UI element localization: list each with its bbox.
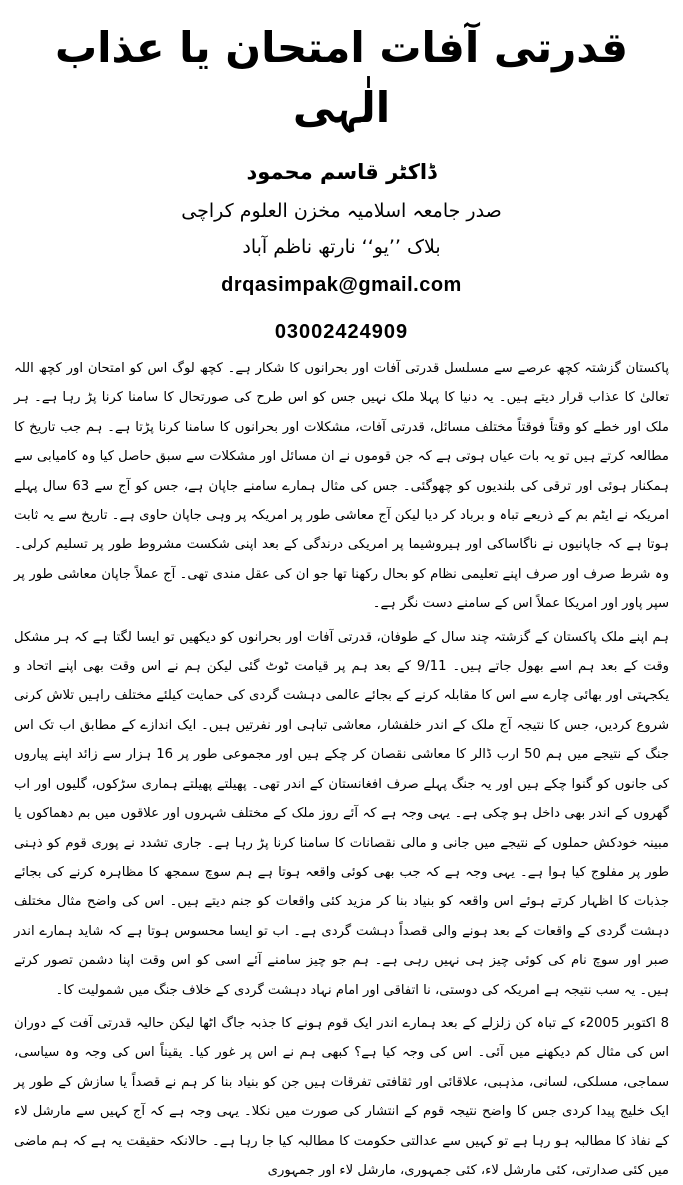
author-address: بلاک ’’یو‘‘ نارتھ ناظم آباد — [242, 236, 441, 258]
author-name: ڈاکٹر قاسم محمود — [246, 160, 437, 184]
author-phone: 03002424909 — [274, 321, 409, 343]
article-title: قدرتی آفات امتحان یا عذاب الٰہی — [54, 23, 629, 132]
article-body — [14, 354, 669, 1185]
paragraph-2: ہم اپنے ملک پاکستان کے گزشتہ چند سال کے طوفان، قدرتی آفات اور بحرانوں کو دیکھیں تو ایسا لگتا ہے کہ ہر مشکل وقت کے بعد ہم اسے بھول جاتے ہیں۔ 9/11 کے بعد ہم پر قیامت ٹوٹ گئی لیکن ہم نے اس وقت بھی اپنے اتحاد و یکجہتی اور بھائی چارے سے اس کا مقابلہ کرنے کے بجائے عالمی دہشت گردی کی حمایت کیلئے مختلف راہیں تلاش کرنی شروع کردیں، جس کا نتیجہ آج ملک کے اندر خلفشار، معاشی تباہی اور نفرتیں ہیں۔ ایک اندازے کے مطابق اب تک اس جنگ کے نتیجے میں ہم 50 ارب ڈالر کا معاشی نقصان کر چکے ہیں اور مجموعی طور پر 16 ہزار سے زائد اپنے پیاروں کی جانوں کو گنوا چکے ہیں اور یہ جنگ پہلے صرف افغانستان کے اندر تھی۔ پھیلتے پھیلتے ہماری سڑکوں، گلیوں اور اب گھروں کے اندر بھی داخل ہو چکی ہے۔ یہی وجہ ہے کہ آئے روز ملک کے مختلف شہروں اور علاقوں میں بم دھماکوں یا مبینہ خودکش حملوں کے نتیجے میں جانی و مالی نقصانات کا سامنا کرنا پڑ رہا ہے۔ جاری تشدد نے پوری قوم کو ذہنی طور پر مفلوج کیا ہوا ہے۔ یہی وجہ ہے کہ جب بھی کوئی واقعہ ہوتا ہے ہم سوچ سمجھ کا مظاہرہ کرنے کی بجائے جذبات کا اظہار کرتے ہوئے اس واقعہ کو بنیاد بنا کر مزید کئی واقعات کو جنم دیتے ہیں۔ اس کی واضح مثال مختلف دہشت گردی کے واقعات کے بعد ہونے والی قصداً دہشت گردی ہے۔ اب تو ایسا محسوس ہوتا ہے کہ شاید ہمارے اندر صبر اور سوچ نام کی کوئی چیز ہی نہیں رہی ہے۔ ہم جو چیز سامنے آئے اسی کو اس وقت اپنا دشمن تصور کرتے ہیں۔ یہ سب نتیجہ ہے امریکہ کی دوستی، نا اتفاقی اور امام نہاد دہشت گردی کے خلاف جنگ میں شمولیت کا۔ — [14, 629, 670, 998]
author-affiliation: صدر جامعہ اسلامیہ مخزن العلوم کراچی — [181, 200, 502, 222]
author-email: drqasimpak@gmail.com — [221, 274, 462, 296]
paragraph-1: پاکستان گزشتہ کچھ عرصے سے مسلسل قدرتی آفات اور بحرانوں کا شکار ہے۔ کچھ لوگ اس کو امتحان اور کچھ اللہ تعالیٰ کا عذاب قرار دیتے ہیں۔ یہ دنیا کا پہلا ملک نہیں جس کو اس طرح کی صورتحال کا سامنا کرنا پڑ رہا ہے۔ ہر ملک اور خطے کو وقتاً فوقتاً مختلف مسائل، قدرتی آفات، مشکلات اور بحرانوں کا سامنا کرنا پڑتا ہے۔ ہم جب تاریخ کا مطالعہ کرتے ہیں تو یہ بات عیاں ہوتی ہے کہ جن قوموں نے ان مسائل اور مشکلات سے سبق حاصل کیا وہ کامیابی سے ہمکنار ہوئی اور ترقی کی بلندیوں کو چھوگئی۔ جس کی مثال ہمارے سامنے جاپان ہے، جس کو آج سے 63 سال پہلے امریکہ نے ایٹم بم کے ذریعے تباہ و برباد کر دیا لیکن آج معاشی طور پر امریکہ پر وہی جاپان حاوی ہے۔ تاریخ سے یہ ثابت ہوتا ہے کہ جاپانیوں نے ناگاساکی اور ہیروشیما پر امریکی درندگی کے بعد اپنی شکست مشروط طور پر تسلیم کرلی۔ وہ شرط صرف اور صرف اپنے تعلیمی نظام کو بحال رکھنا تھا جو ان کی عقل مندی تھی۔ آج عملاً جاپان معاشی طور پر سپر پاور اور امریکا عملاً اس کے سامنے دست نگر ہے۔ — [14, 361, 669, 612]
paragraph-3: 8 اکتوبر 2005ء کے تباہ کن زلزلے کے بعد ہمارے اندر ایک قوم ہونے کا جذبہ جاگ اٹھا لیکن حالیہ قدرتی آفت کے دوران اس کی مثال کم دیکھنے میں آئی۔ اس کی وجہ کیا ہے؟ کبھی ہم نے اس پر غور کیا۔ یقیناً اس کی وجہ وہ سیاسی، سماجی، مسلکی، لسانی، مذہبی، علاقائی اور ثقافتی تفرقات ہیں جن کو بنیاد بنا کر ہم نے قصداً یا سازش کے طور پر ایک خلیج پیدا کردی جس کا واضح نتیجہ قوم کے انتشار کی صورت میں نکلا۔ یہی وجہ ہے کہ آج کہیں سے مارشل لاء کے نفاذ کا مطالبہ ہو رہا ہے تو کہیں سے عدالتی حکومت کا مطالبہ کیا جا رہا ہے۔ حالانکہ حقیقت یہ ہے کہ ہم ماضی میں کئی صدارتی، کئی مارشل لاء، کئی جمہوری، مارشل لاء اور جمہوری — [14, 1015, 669, 1178]
